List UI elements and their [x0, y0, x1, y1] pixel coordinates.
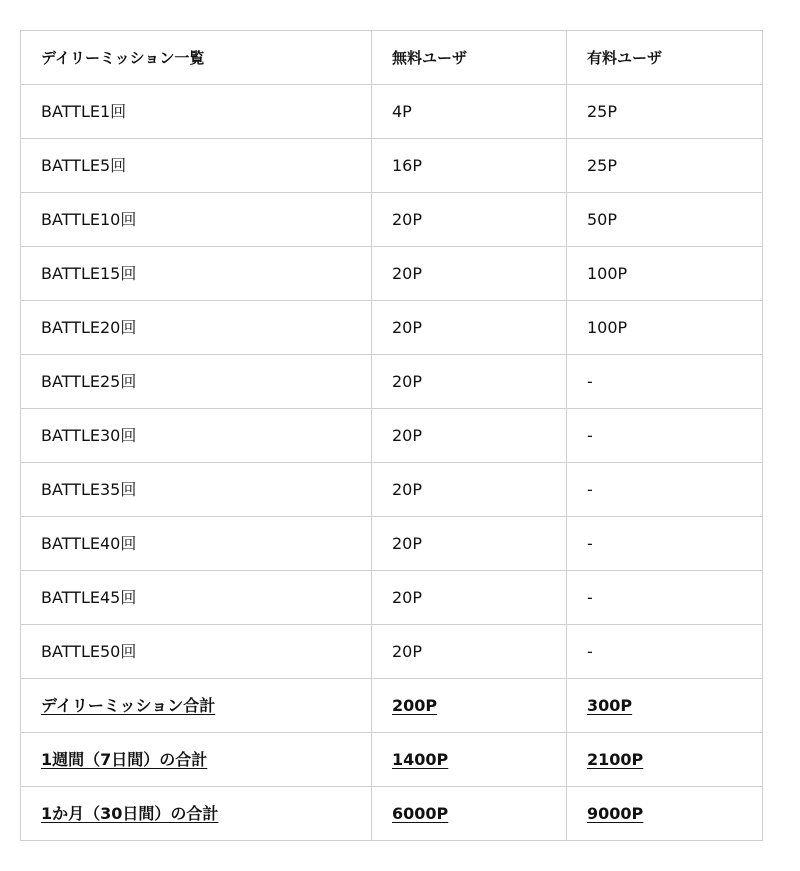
total-label: 1週間（7日間）の合計: [41, 749, 208, 769]
total-paid-value: 2100P: [587, 749, 644, 769]
total-label-cell: [21, 733, 372, 787]
total-paid-cell: [567, 679, 763, 733]
table-row: [21, 247, 763, 301]
mission-name-cell: BATTLE40回: [21, 517, 372, 571]
total-free-value: 200P: [392, 695, 438, 715]
mission-name-cell: BATTLE20回: [21, 301, 372, 355]
total-free-cell: [372, 679, 567, 733]
total-free-cell: [372, 733, 567, 787]
total-row-weekly: [21, 733, 763, 787]
free-points-cell: 4P: [372, 85, 567, 139]
table-row: [21, 571, 763, 625]
header-paid-user: 有料ユーザ: [567, 31, 763, 85]
mission-name-cell: BATTLE50回: [21, 625, 372, 679]
total-paid-value: 300P: [587, 695, 633, 715]
free-points-cell: 20P: [372, 625, 567, 679]
header-free-user: 無料ユーザ: [372, 31, 567, 85]
total-label-cell: [21, 787, 372, 841]
mission-name-cell: BATTLE35回: [21, 463, 372, 517]
free-points-cell: 20P: [372, 301, 567, 355]
total-row-monthly: [21, 787, 763, 841]
paid-points-cell: 100P: [567, 301, 763, 355]
total-paid-value: 9000P: [587, 803, 644, 823]
paid-points-cell: 25P: [567, 139, 763, 193]
header-mission-list: デイリーミッション一覧: [21, 31, 372, 85]
table-row: [21, 517, 763, 571]
paid-points-cell: 25P: [567, 85, 763, 139]
mission-name-cell: BATTLE15回: [21, 247, 372, 301]
free-points-cell: 20P: [372, 571, 567, 625]
paid-points-cell: -: [567, 625, 763, 679]
total-free-value: 1400P: [392, 749, 449, 769]
mission-name-cell: BATTLE1回: [21, 85, 372, 139]
paid-points-cell: -: [567, 571, 763, 625]
paid-points-cell: -: [567, 463, 763, 517]
table-row: [21, 193, 763, 247]
free-points-cell: 20P: [372, 409, 567, 463]
total-free-cell: [372, 787, 567, 841]
table-row: [21, 301, 763, 355]
mission-name-cell: BATTLE30回: [21, 409, 372, 463]
total-free-value: 6000P: [392, 803, 449, 823]
free-points-cell: 20P: [372, 355, 567, 409]
daily-mission-table: [20, 30, 763, 841]
paid-points-cell: 100P: [567, 247, 763, 301]
table-row: [21, 355, 763, 409]
table-row: [21, 409, 763, 463]
table-row: [21, 463, 763, 517]
table-header-row: [21, 31, 763, 85]
free-points-cell: 20P: [372, 517, 567, 571]
total-row-daily: [21, 679, 763, 733]
total-paid-cell: [567, 733, 763, 787]
table-row: [21, 139, 763, 193]
daily-mission-table-container: [20, 30, 762, 841]
total-label: 1か月（30日間）の合計: [41, 803, 219, 823]
mission-name-cell: BATTLE5回: [21, 139, 372, 193]
free-points-cell: 20P: [372, 193, 567, 247]
total-label-cell: [21, 679, 372, 733]
table-row: [21, 85, 763, 139]
table-row: [21, 625, 763, 679]
free-points-cell: 20P: [372, 247, 567, 301]
paid-points-cell: -: [567, 355, 763, 409]
mission-name-cell: BATTLE10回: [21, 193, 372, 247]
paid-points-cell: 50P: [567, 193, 763, 247]
mission-name-cell: BATTLE25回: [21, 355, 372, 409]
mission-name-cell: BATTLE45回: [21, 571, 372, 625]
free-points-cell: 20P: [372, 463, 567, 517]
free-points-cell: 16P: [372, 139, 567, 193]
total-label: デイリーミッション合計: [41, 695, 216, 715]
total-paid-cell: [567, 787, 763, 841]
paid-points-cell: -: [567, 517, 763, 571]
paid-points-cell: -: [567, 409, 763, 463]
